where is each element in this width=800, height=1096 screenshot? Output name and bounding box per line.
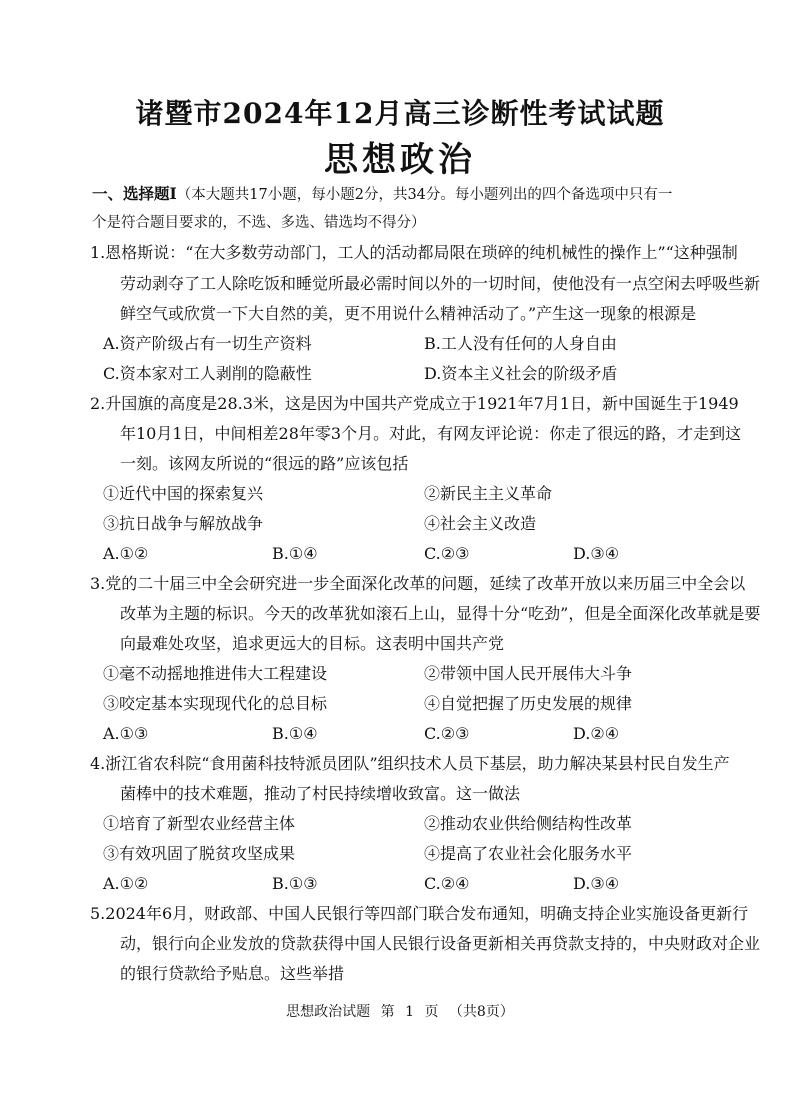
question-2-statement-1: ①近代中国的探索复兴 — [103, 484, 264, 503]
question-1-line-2: 劳动剥夺了工人除吃饭和睡觉所最必需时间以外的一切时间，使他没有一点空闲去呼吸些新 — [120, 274, 761, 293]
question-3-line-2: 改革为主题的标识。今天的改革犹如滚石上山，显得十分“吃劲”，但是全面深化改革就是要 — [120, 604, 761, 623]
question-5-line-3: 的银行贷款给予贴息。这些举措 — [120, 964, 345, 983]
question-1-option-b: B.工人没有任何的人身自由 — [424, 334, 617, 353]
question-2-option-a: A.①② — [103, 544, 149, 563]
question-1-option-a: A.资产阶级占有一切生产资料 — [103, 334, 312, 353]
question-3-statement-3: ③咬定基本实现现代化的总目标 — [103, 694, 328, 713]
question-2-option-b: B.①④ — [272, 544, 318, 563]
question-3-line-3: 向最难处攻坚，追求更远大的目标。这表明中国共产党 — [120, 634, 505, 653]
question-2-line-1: 2.升国旗的高度是28.3米，这是因为中国共产党成立于1921年7月1日，新中国诞生于1949 — [90, 394, 739, 413]
question-3-statement-2: ②带领中国人民开展伟大斗争 — [424, 664, 633, 683]
page-footer — [0, 1001, 800, 1021]
question-3-option-a: A.①③ — [103, 724, 149, 743]
question-4-option-d: D.③④ — [573, 874, 620, 893]
question-3-line-1: 3.党的二十届三中全会研究进一步全面深化改革的问题，延续了改革开放以来历届三中全会以 — [90, 574, 746, 593]
question-4-option-b: B.①③ — [272, 874, 318, 893]
exam-title: 诸暨市2024年12月高三诊断性考试试题 — [135, 97, 665, 130]
subject-title: 思想政治 — [324, 140, 476, 180]
section-label: 一、选择题Ⅰ — [92, 184, 177, 203]
question-2-option-c: C.②③ — [424, 544, 470, 563]
question-4-option-a: A.①② — [103, 874, 149, 893]
question-1-line-3: 鲜空气或欣赏一下大自然的美，更不用说什么精神活动了。”产生这一现象的根源是 — [120, 304, 697, 323]
question-2-option-d: D.③④ — [573, 544, 620, 563]
footer-page-prefix: 第 — [380, 1004, 395, 1020]
question-1-option-d: D.资本主义社会的阶级矛盾 — [424, 364, 618, 383]
question-4-statement-1: ①培育了新型农业经营主体 — [103, 814, 296, 833]
question-5-line-2: 动，银行向企业发放的贷款获得中国人民银行设备更新相关再贷款支持的，中央财政对企业 — [120, 934, 761, 953]
question-4-statement-4: ④提高了农业社会化服务水平 — [424, 844, 633, 863]
question-2-statement-4: ④社会主义改造 — [424, 514, 537, 533]
footer-total-pages: （共8页） — [448, 1004, 514, 1020]
section-desc-line2: 个是符合题目要求的，不选、多选、错选均不得分） — [92, 215, 426, 231]
footer-page-number: 1 — [405, 1004, 414, 1020]
question-3-option-d: D.②④ — [573, 724, 620, 743]
question-2-statement-3: ③抗日战争与解放战争 — [103, 514, 264, 533]
question-4-statement-3: ③有效巩固了脱贫攻坚成果 — [103, 844, 296, 863]
question-3-statement-1: ①毫不动摇地推进伟大工程建设 — [103, 664, 328, 683]
section-header — [92, 184, 672, 205]
question-3-statement-4: ④自觉把握了历史发展的规律 — [424, 694, 633, 713]
question-1-option-c: C.资本家对工人剥削的隐蔽性 — [103, 364, 312, 383]
question-2-line-3: 一刻。该网友所说的“很远的路”应该包括 — [120, 454, 409, 473]
question-2-line-2: 年10月1日，中间相差28年零3个月。对此，有网友评论说：你走了很远的路，才走到这 — [120, 424, 742, 443]
question-2-statement-2: ②新民主主义革命 — [424, 484, 553, 503]
question-4-option-c: C.②④ — [424, 874, 470, 893]
question-5-line-1: 5.2024年6月，财政部、中国人民银行等四部门联合发布通知，明确支持企业实施设备更新行 — [90, 904, 749, 923]
question-4-statement-2: ②推动农业供给侧结构性改革 — [424, 814, 633, 833]
question-4-line-2: 菌棒中的技术难题，推动了村民持续增收致富。这一做法 — [120, 784, 521, 803]
section-desc-line1: （本大题共17小题，每小题2分，共34分。每小题列出的四个备选项中只有一 — [176, 187, 673, 203]
footer-page-suffix: 页 — [424, 1004, 439, 1020]
question-3-option-b: B.①④ — [272, 724, 318, 743]
question-3-option-c: C.②③ — [424, 724, 470, 743]
question-1-line-1: 1.恩格斯说：“在大多数劳动部门，工人的活动都局限在琐碎的纯机械性的操作上”“这种强制 — [90, 243, 738, 262]
footer-subject: 思想政治试题 — [286, 1004, 371, 1020]
question-4-line-1: 4.浙江省农科院“食用菌科技特派员团队”组织技术人员下基层，助力解决某县村民自发生产 — [90, 754, 730, 773]
